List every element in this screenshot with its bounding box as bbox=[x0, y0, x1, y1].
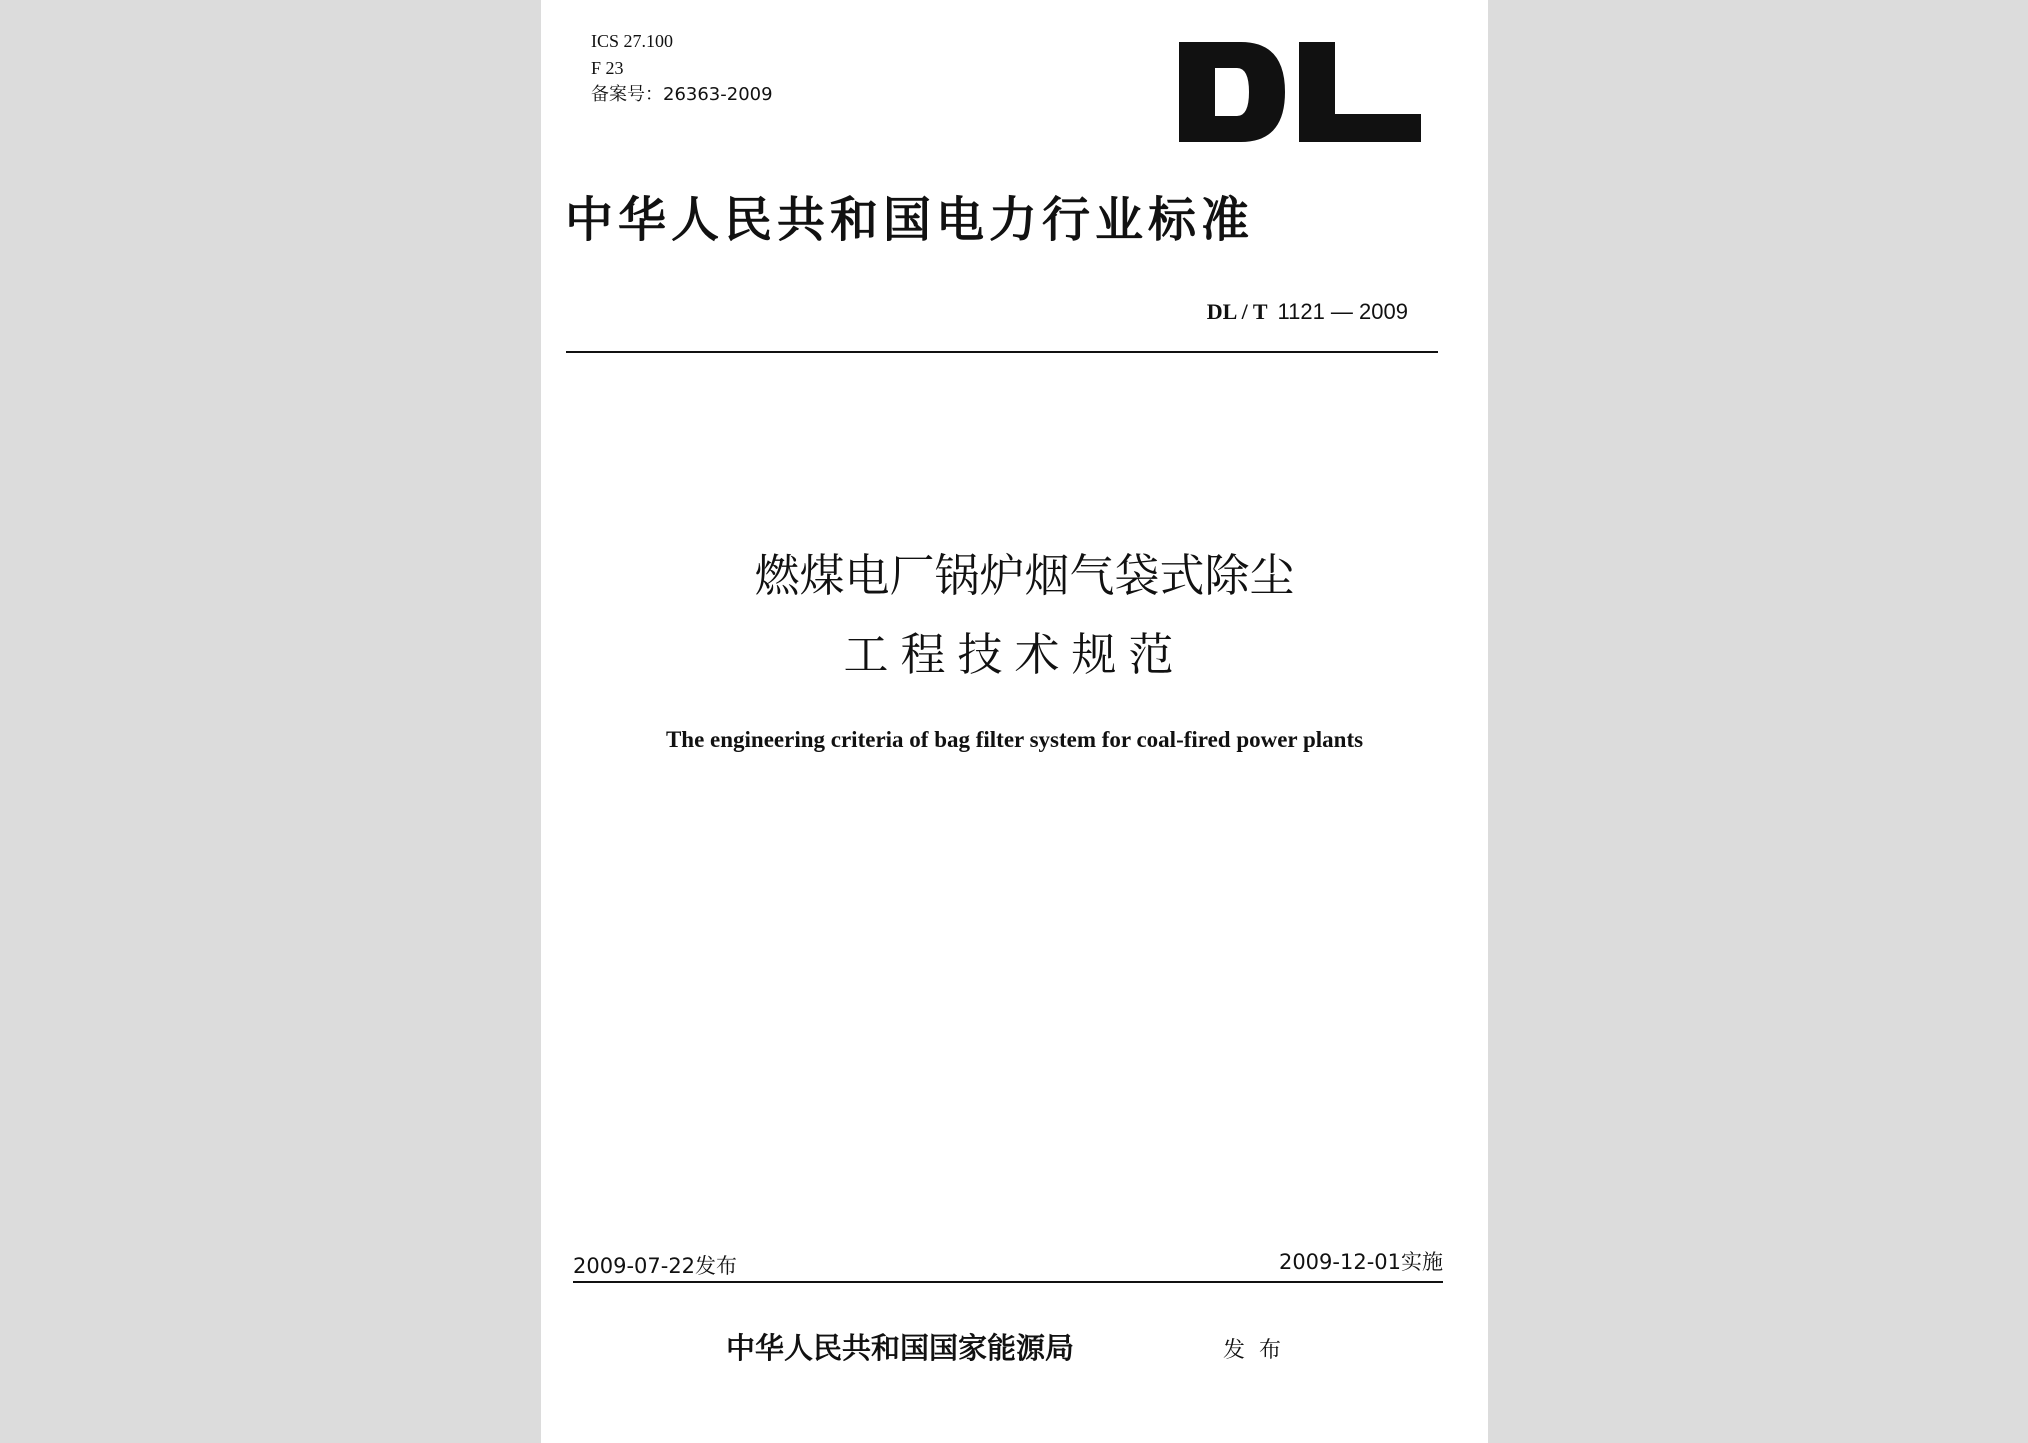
standard-code-prefix: DL / T bbox=[1206, 299, 1268, 324]
record-number: 备案号：26363-2009 bbox=[591, 84, 773, 105]
issuer-action: 发布 bbox=[1223, 1338, 1296, 1363]
standard-code bbox=[1207, 301, 1408, 324]
footer-divider bbox=[573, 1281, 1443, 1283]
org-title: 中华人民共和国电力行业标准 bbox=[565, 192, 1255, 248]
standard-code-number: 1121 — 2009 bbox=[1277, 299, 1408, 324]
title-cn-line2: 工程技术规范 bbox=[843, 628, 1186, 681]
ics-code: ICS 27.100 bbox=[591, 31, 674, 51]
issuer: 中华人民共和国国家能源局 bbox=[726, 1331, 1075, 1365]
ccs-code: F 23 bbox=[591, 58, 624, 78]
dl-logo bbox=[1173, 34, 1433, 150]
title-en: The engineering criteria of bag filter system for coal-fired power plants bbox=[665, 727, 1364, 752]
issue-date: 2009-07-22发布 bbox=[573, 1254, 738, 1278]
document-page bbox=[541, 0, 1488, 1443]
header-divider bbox=[566, 351, 1438, 353]
implement-date: 2009-12-01实施 bbox=[1278, 1250, 1443, 1274]
title-cn-line1: 燃煤电厂锅炉烟气袋式除尘 bbox=[754, 549, 1295, 602]
